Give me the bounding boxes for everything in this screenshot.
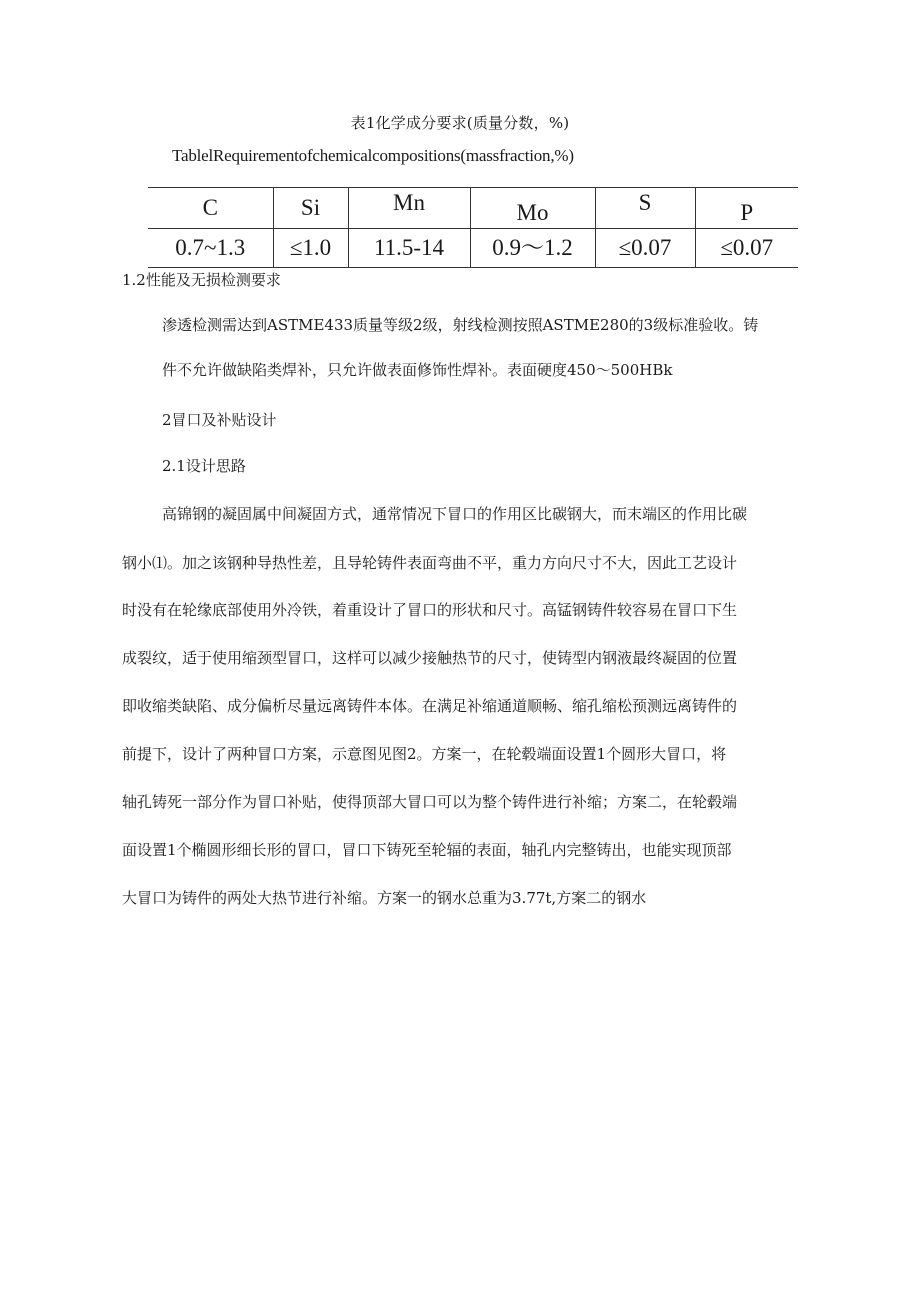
section-heading-1-2: 1.2性能及无损检测要求: [122, 271, 281, 289]
table-caption-chinese: 表1化学成分要求(质量分数，%): [350, 114, 570, 132]
table-header-row: [148, 188, 798, 229]
paragraph-line: 成裂纹，适于使用缩颈型冒口，这样可以减少接触热节的尺寸，使铸型内钢液最终凝固的位置: [122, 649, 738, 667]
table-header-cell: C: [148, 188, 273, 229]
table-header-cell: P: [695, 188, 798, 229]
table-cell: 0.9～1.2: [470, 229, 595, 268]
table-cell: ≤0.07: [595, 229, 695, 268]
table-cell: ≤0.07: [695, 229, 798, 268]
section-heading-2: 2冒口及补贴设计: [162, 411, 277, 429]
paragraph-line: 大冒口为铸件的两处大热节进行补缩。方案一的钢水总重为3.77t,方案二的钢水: [122, 889, 647, 907]
paragraph-line: 件不允许做缺陷类焊补，只允许做表面修饰性焊补。表面硬度450～500HBk: [162, 361, 673, 379]
paragraph-line: 时没有在轮缘底部使用外冷铁，着重设计了冒口的形状和尺寸。高锰钢铸件较容易在冒口下生: [122, 601, 738, 619]
table-header-cell: Si: [273, 188, 348, 229]
paragraph-line: 前提下，设计了两种冒口方案，示意图见图2。方案一，在轮毂端面设置1个圆形大冒口，将: [122, 745, 727, 763]
paragraph-line: 轴孔铸死一部分作为冒口补贴，使得顶部大冒口可以为整个铸件进行补缩；方案二，在轮毂端: [122, 793, 738, 811]
table-header-cell: Mo: [470, 188, 595, 229]
table-cell: 0.7~1.3: [148, 229, 273, 268]
section-heading-2-1: 2.1设计思路: [162, 457, 246, 475]
table-cell: 11.5-14: [348, 229, 470, 268]
paragraph-line: 渗透检测需达到ASTME433质量等级2级，射线检测按照ASTME280的3级标准验收。铸: [162, 316, 759, 334]
paragraph-line: 钢小⑴。加之该钢种导热性差，且导轮铸件表面弯曲不平，重力方向尺寸不大，因此工艺设计: [122, 554, 738, 572]
table-header-cell: Mn: [348, 188, 470, 229]
table-caption-english: TablelRequirementofchemicalcompositions(massfraction,%): [172, 146, 574, 165]
table-cell: ≤1.0: [273, 229, 348, 268]
paragraph-line: 即收缩类缺陷、成分偏析尽量远离铸件本体。在满足补缩通道顺畅、缩孔缩松预测远离铸件的: [122, 697, 738, 715]
paragraph-line: 面设置1个椭圆形细长形的冒口，冒口下铸死至轮辐的表面，轴孔内完整铸出，也能实现顶部: [122, 841, 732, 859]
table-row: [148, 229, 798, 268]
paragraph-line: 高锦钢的凝固属中间凝固方式，通常情况下冒口的作用区比碳钢大，而末端区的作用比碳: [162, 505, 748, 523]
table-header-cell: S: [595, 188, 695, 229]
chemical-composition-table: [148, 187, 798, 268]
